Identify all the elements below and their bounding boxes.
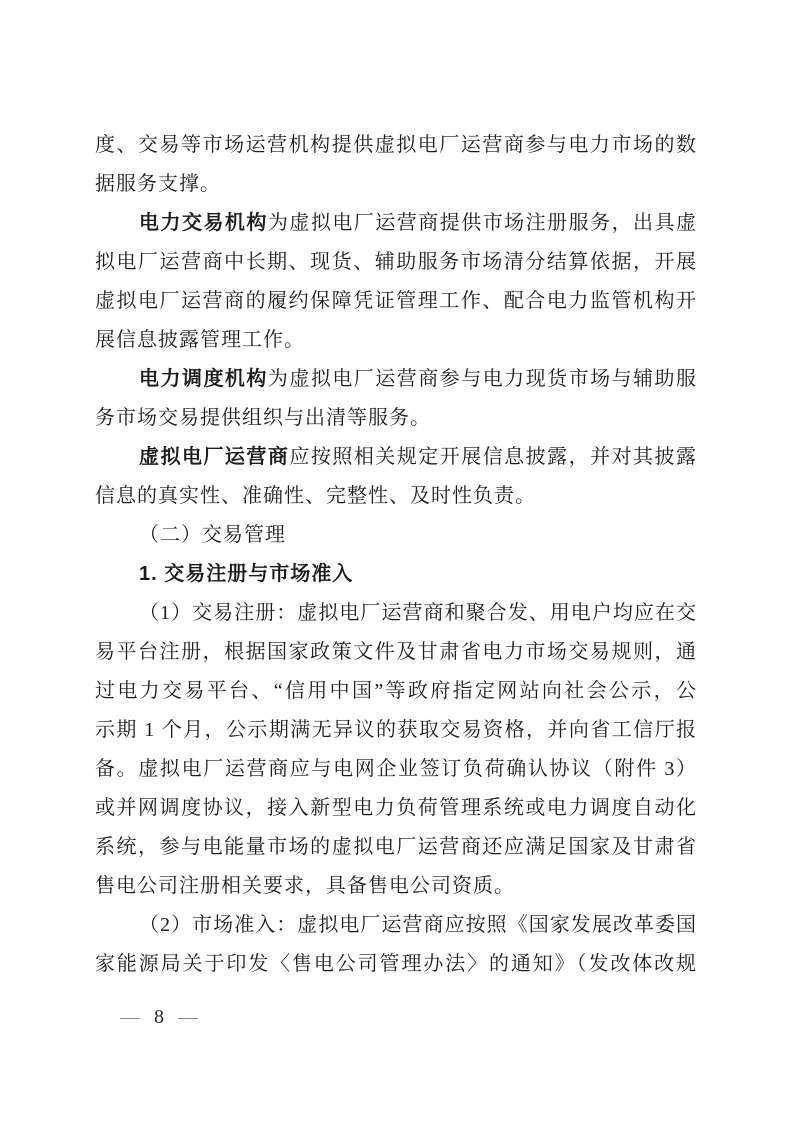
body-text: 示期 1 个月，公示期满无异议的获取交易资格，并向省工信厅报 <box>95 719 697 741</box>
body-line <box>95 750 697 789</box>
body-text: 为虚拟电厂运营商参与电力现货市场与辅助服 <box>267 368 698 390</box>
body-line <box>95 321 697 360</box>
body-line <box>95 126 697 165</box>
body-text: 虚拟电厂运营商的履约保障凭证管理工作、配合电力监管机构开 <box>95 290 697 312</box>
body-line <box>95 360 697 399</box>
subsection-heading-text: 1. 交易注册与市场准入 <box>139 563 354 585</box>
body-line <box>95 399 697 438</box>
body-line <box>95 243 697 282</box>
body-line <box>95 906 697 945</box>
body-text: 备。虚拟电厂运营商应与电网企业签订负荷确认协议（附件 3） <box>95 758 697 780</box>
body-text: 过电力交易平台、“信用中国”等政府指定网站向社会公示，公 <box>95 680 697 702</box>
body-line <box>95 204 697 243</box>
body-line <box>95 867 697 906</box>
page-number-right-dash: — <box>178 1006 198 1028</box>
subsection-heading <box>95 555 697 594</box>
page-number-left-dash: — <box>120 1006 140 1028</box>
body-text: （1）交易注册：虚拟电厂运营商和聚合发、用电户均应在交 <box>139 602 697 624</box>
body-text: 展信息披露管理工作。 <box>95 329 305 351</box>
body-line <box>95 477 697 516</box>
body-line <box>95 828 697 867</box>
body-text: 拟电厂运营商中长期、现货、辅助服务市场清分结算依据，开展 <box>95 251 697 273</box>
body-text: 据服务支撑。 <box>95 173 221 195</box>
body-line <box>95 945 697 984</box>
document-body <box>95 126 697 984</box>
body-text: 系统，参与电能量市场的虚拟电厂运营商还应满足国家及甘肃省 <box>95 836 697 858</box>
body-text: 家能源局关于印发〈售电公司管理办法〉的通知》（发改体改规 <box>95 953 697 975</box>
body-line <box>95 633 697 672</box>
body-text: 务市场交易提供组织与出清等服务。 <box>95 407 431 429</box>
body-text: 或并网调度协议，接入新型电力负荷管理系统或电力调度自动化 <box>95 797 697 819</box>
page-number-value: 8 <box>154 1006 164 1028</box>
body-line <box>95 438 697 477</box>
body-text: （2）市场准入：虚拟电厂运营商应按照《国家发展改革委国 <box>139 914 697 936</box>
bold-term: 电力调度机构 <box>139 368 268 390</box>
section-heading <box>95 516 697 555</box>
body-line <box>95 672 697 711</box>
body-text: 为虚拟电厂运营商提供市场注册服务，出具虚 <box>267 212 698 234</box>
body-text: 售电公司注册相关要求，具备售电公司资质。 <box>95 875 515 897</box>
page-number <box>118 1002 200 1032</box>
body-text: 信息的真实性、准确性、完整性、及时性负责。 <box>95 485 536 507</box>
section-heading-text: （二）交易管理 <box>139 524 286 546</box>
body-line <box>95 282 697 321</box>
body-line <box>95 594 697 633</box>
body-line <box>95 165 697 204</box>
bold-term: 虚拟电厂运营商 <box>139 446 290 468</box>
body-line <box>95 789 697 828</box>
body-text: 易平台注册，根据国家政策文件及甘肃省电力市场交易规则，通 <box>95 641 697 663</box>
body-text: 度、交易等市场运营机构提供虚拟电厂运营商参与电力市场的数 <box>95 134 697 156</box>
bold-term: 电力交易机构 <box>139 212 268 234</box>
body-text: 应按照相关规定开展信息披露，并对其披露 <box>289 446 698 468</box>
body-line <box>95 711 697 750</box>
